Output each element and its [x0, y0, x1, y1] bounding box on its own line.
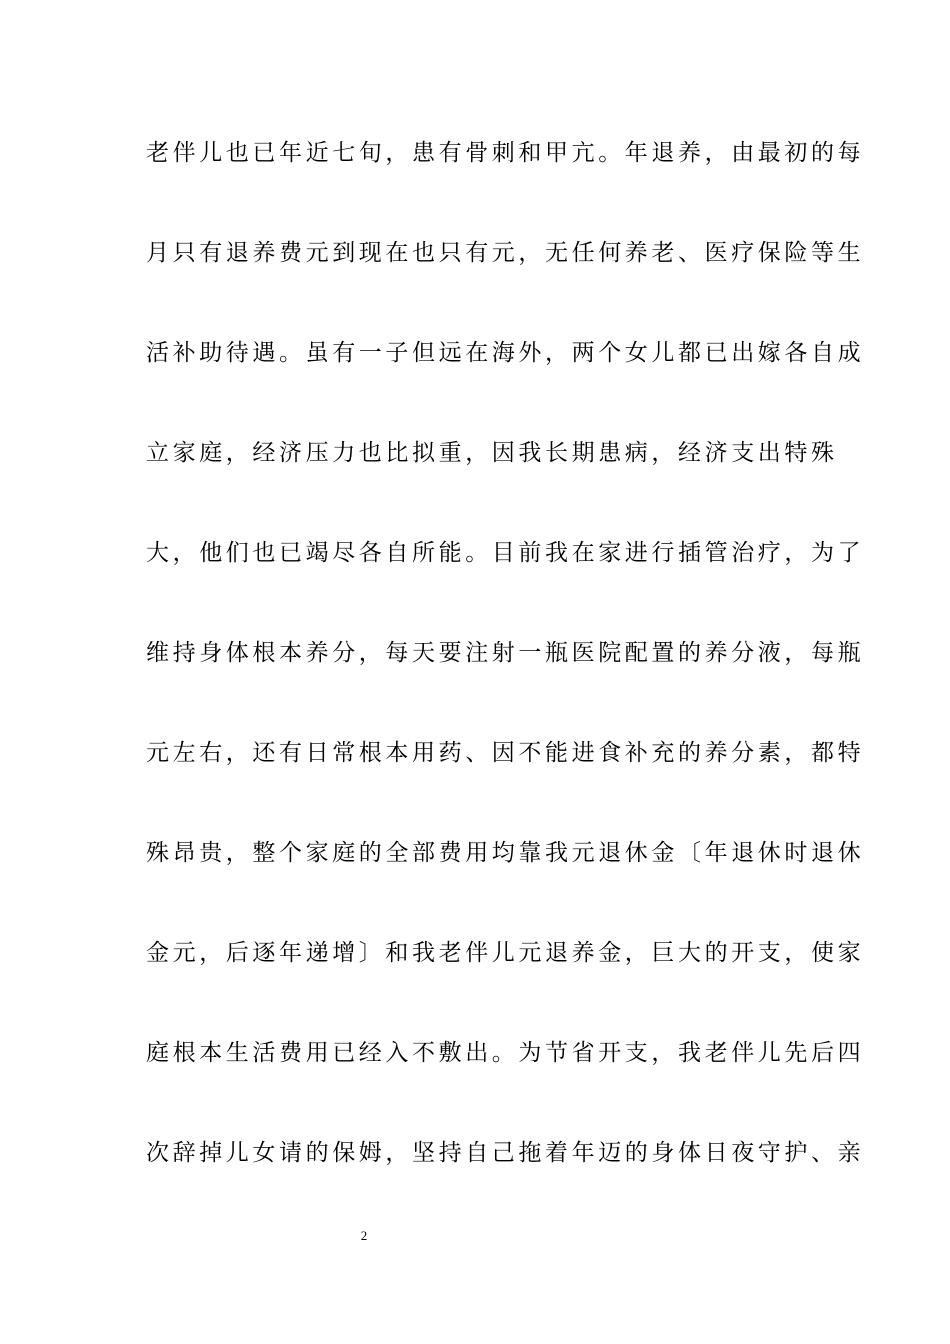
- text-line: 金元，后逐年递增〕和我老伴儿元退养金，巨大的开支，使家: [146, 940, 865, 966]
- text-line: 元左右，还有日常根本用药、因不能进食补充的养分素，都特: [146, 740, 865, 766]
- text-line: 维持身体根本养分，每天要注射一瓶医院配置的养分液，每瓶: [146, 640, 865, 666]
- body-text: [146, 128, 865, 1228]
- text-line: 次辞掉儿女请的保姆，坚持自己拖着年迈的身体日夜守护、亲: [146, 1140, 865, 1166]
- text-line: 月只有退养费元到现在也只有元，无任何养老、医疗保险等生: [146, 240, 865, 266]
- text-line: 活补助待遇。虽有一子但远在海外，两个女儿都已出嫁各自成: [146, 340, 865, 366]
- text-line: 老伴儿也已年近七旬，患有骨刺和甲亢。年退养，由最初的每: [146, 140, 865, 166]
- text-line: 立家庭，经济压力也比拟重，因我长期患病，经济支出特殊: [146, 440, 838, 466]
- text-line: 殊昂贵，整个家庭的全部费用均靠我元退休金〔年退休时退休: [146, 840, 865, 866]
- text-line: 庭根本生活费用已经入不敷出。为节省开支，我老伴儿先后四: [146, 1040, 865, 1066]
- page-number: 2: [360, 1228, 368, 1243]
- text-line: 大，他们也已竭尽各自所能。目前我在家进行插管治疗，为了: [146, 540, 865, 566]
